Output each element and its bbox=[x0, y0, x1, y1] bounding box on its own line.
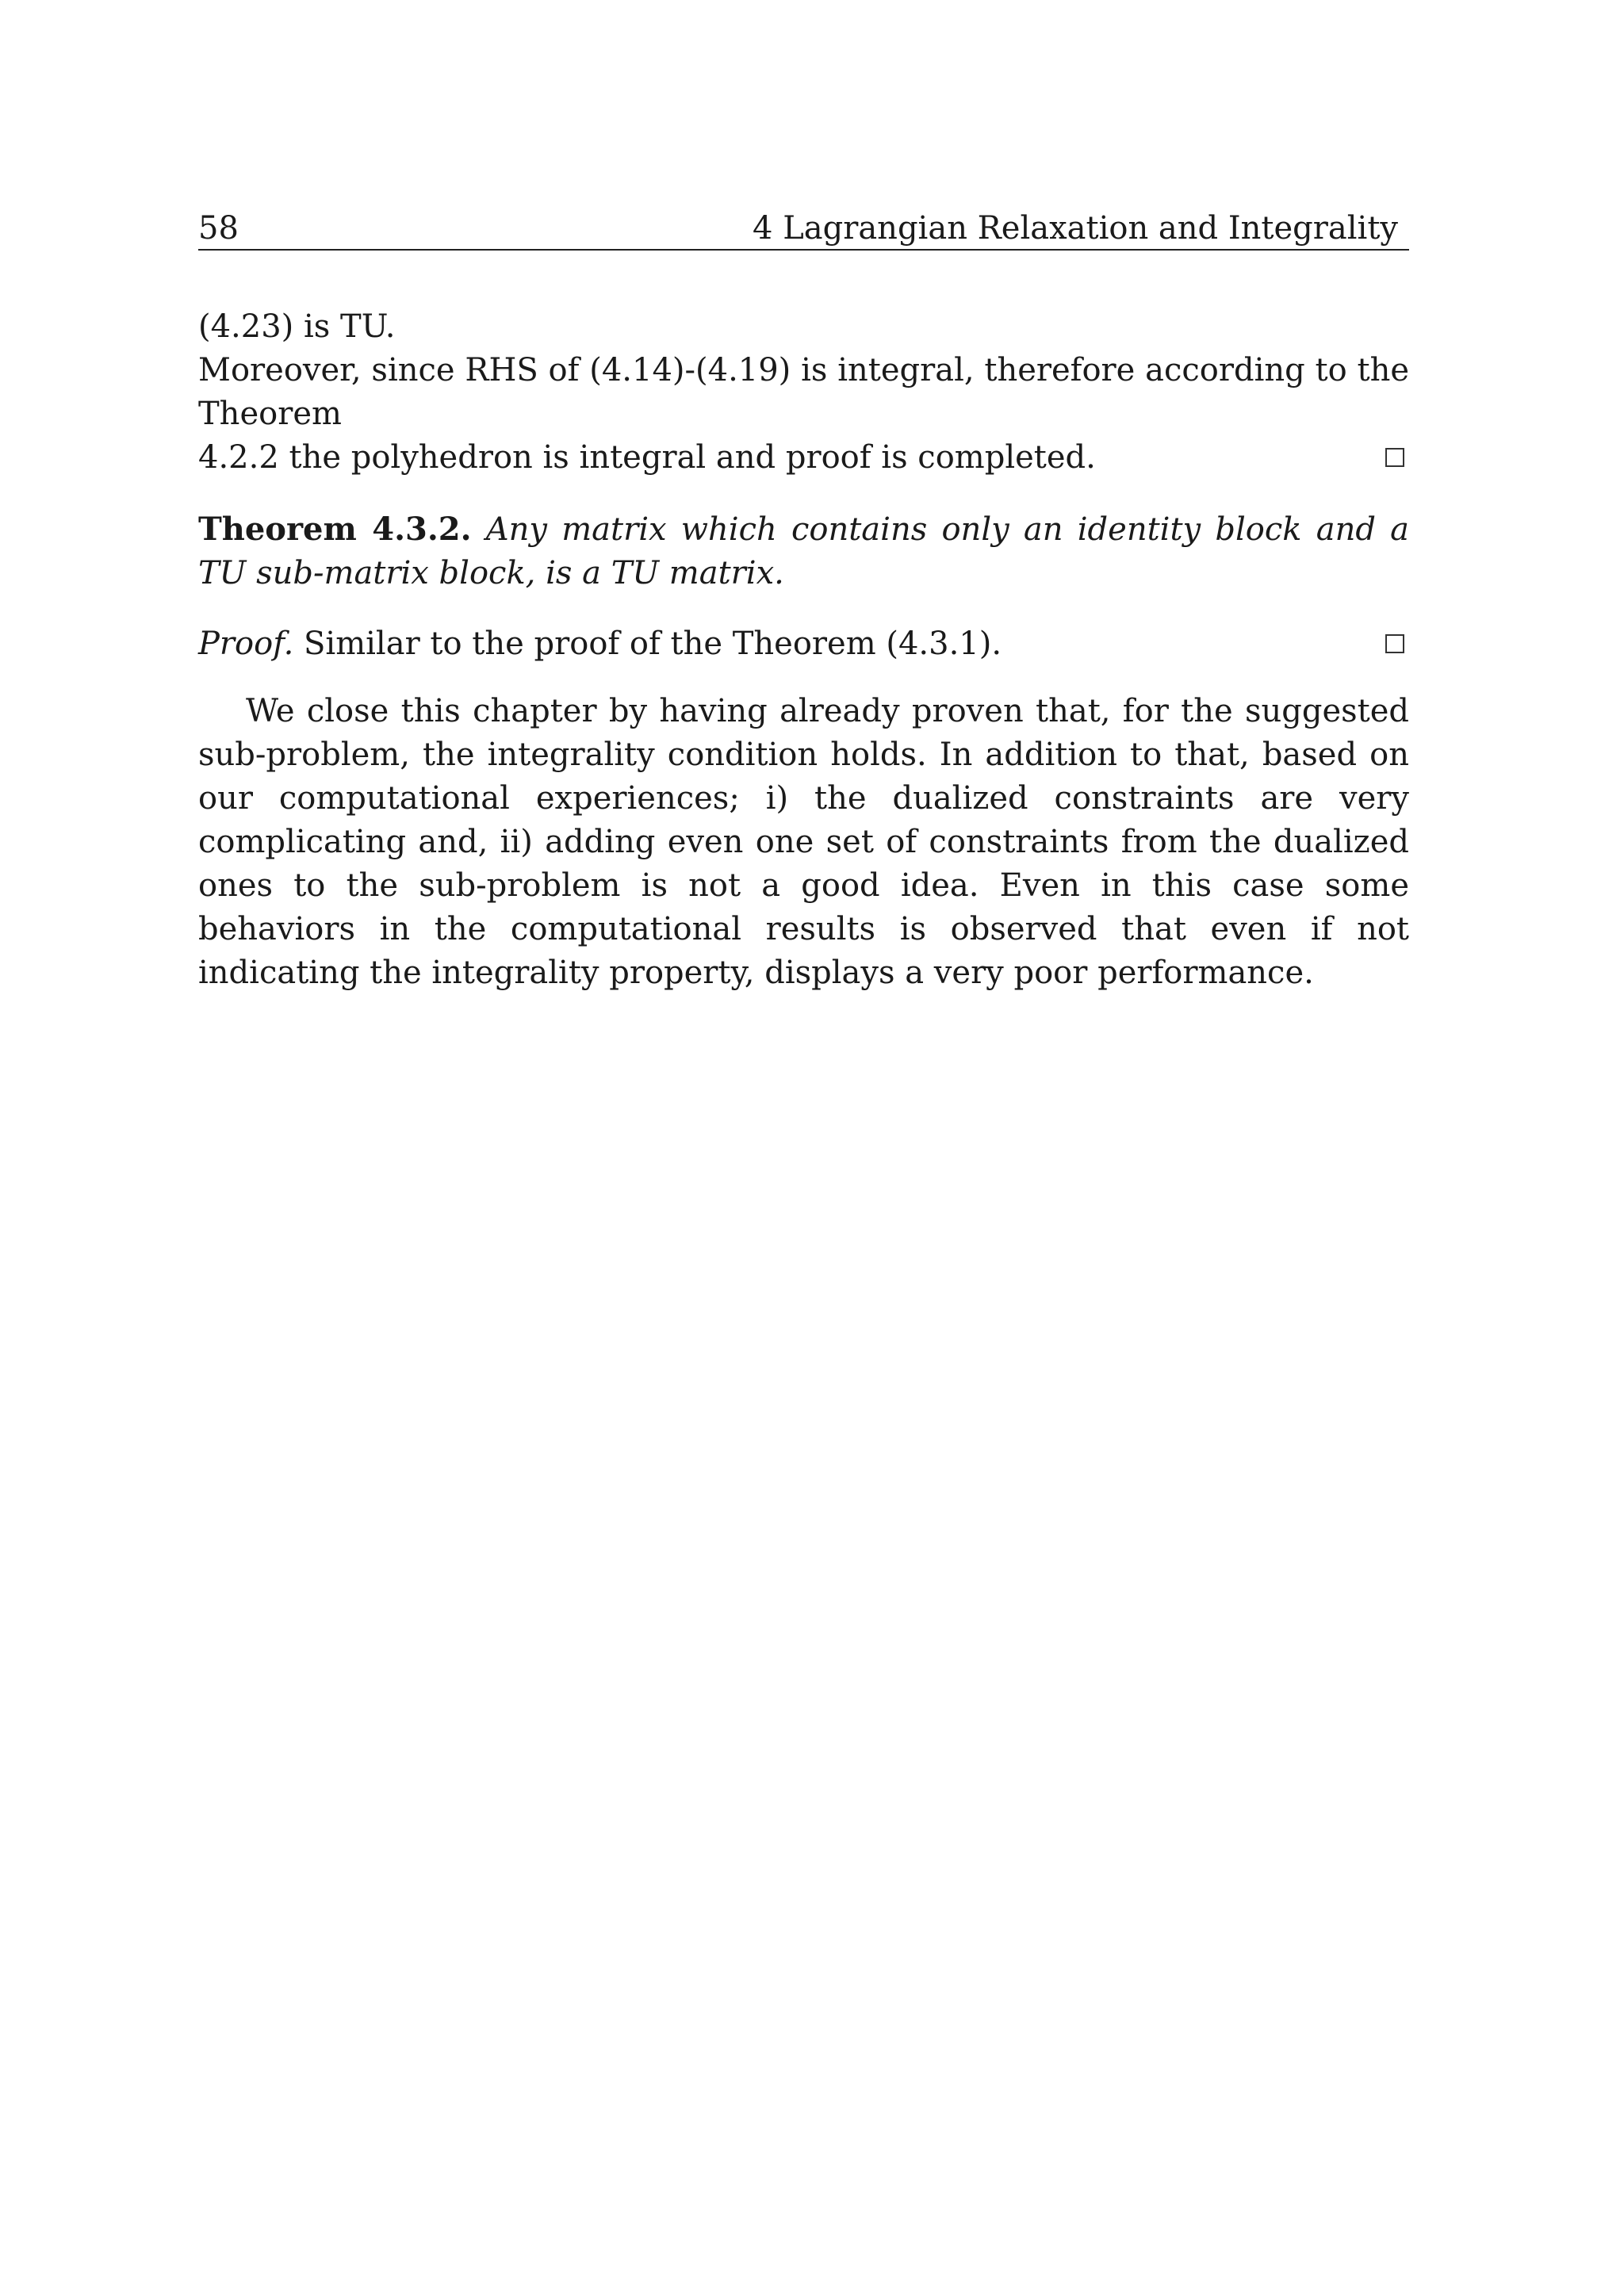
proof-label: Proof. bbox=[198, 626, 294, 662]
theorem-label: Theorem 4.3.2. bbox=[198, 511, 472, 548]
closing-paragraph: We close this chapter by having already proven that, for the suggested sub-problem, the integrality condition holds. In addition to that, based on our computational experiences; i) the dualized constraints are very complicating and, ii) adding even one set of constraints from the dualized ones to the sub-problem is not a good idea. Even in this case some behaviors in the computational results is observed that even if not indicating the integrality property, displays a very poor performance. bbox=[198, 693, 1409, 991]
theorem-4-3-2 bbox=[198, 507, 1409, 595]
theorem-statement: Any matrix which contains only an identity block and a TU sub-matrix block, is a TU matrix. bbox=[198, 511, 1410, 591]
running-title: 4 Lagrangian Relaxation and Integrality bbox=[753, 210, 1398, 247]
qed-square-icon bbox=[1385, 634, 1404, 653]
proof-continuation bbox=[198, 305, 1409, 480]
page-number: 58 bbox=[198, 210, 239, 247]
text-line: 4.2.2 the polyhedron is integral and proof is completed. bbox=[198, 439, 1096, 476]
proof-text: Similar to the proof of the Theorem (4.3.1). bbox=[304, 626, 1002, 662]
proof-block bbox=[198, 622, 1409, 666]
running-header bbox=[198, 208, 1409, 251]
qed-square-icon bbox=[1385, 448, 1404, 467]
text-line: (4.23) is TU. bbox=[198, 308, 396, 345]
text-line: Moreover, since RHS of (4.14)-(4.19) is integral, therefore according to the Theorem bbox=[198, 352, 1409, 432]
